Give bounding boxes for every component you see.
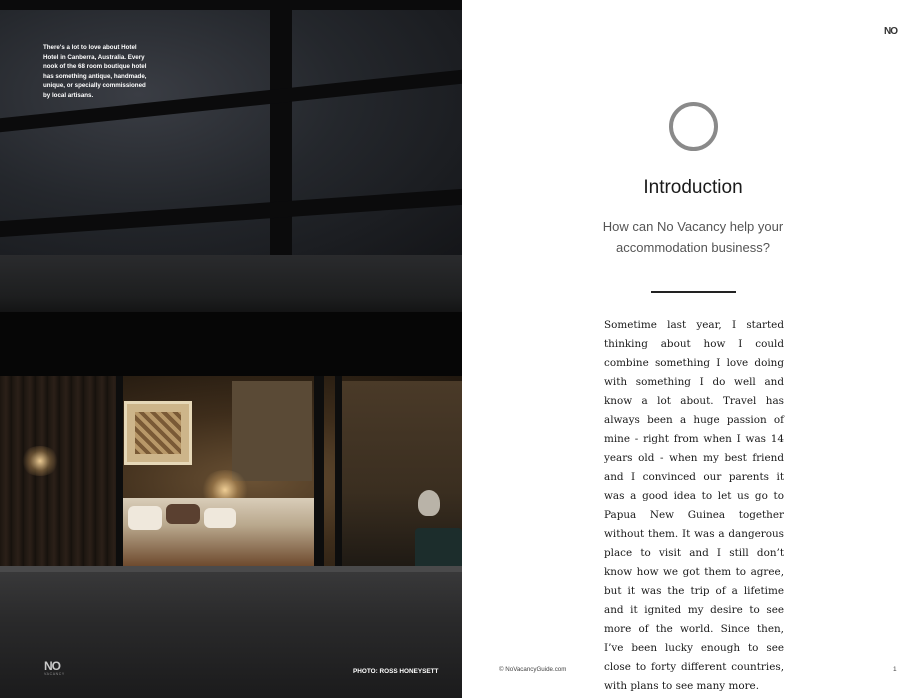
ledge-edge [0,566,462,572]
photo-caption: There's a lot to love about Hotel Hotel in Canberra, Australia. Every nook of the 68 room boutique hotel has something antique, handmade, unique, or specially commissioned by local artisans. [43,44,147,99]
divider [651,291,736,293]
armchair [415,528,462,566]
photo-credit: PHOTO: ROSS HONEYSETT [353,668,439,675]
page-title: Introduction [643,177,743,198]
vase [418,490,440,516]
window-mullion [335,376,342,566]
footer-copyright: © NoVacancyGuide.com [499,666,567,673]
concrete-beam [0,255,462,315]
pillow [166,504,200,524]
lamp-glow [20,446,60,476]
body-paragraph: Sometime last year, I started thinking about how I could combine something I love doing with something I do well and know a lot about. Travel has always been a huge passion of mine - right from when I was 14 years old - when my best friend and I convinced our parents it was a good idea to let us go to Papua New Guinea together without them. It was a dangerous place to visit and I still don’t know how we got them to agree, but it was the trip of a lifetime and it ignited my desire to see more of the world. Since then, I’ve been lucky enough to see close to forty different countries, with plans to see many more. [604,319,784,692]
no-vacancy-logo: NO [884,26,897,37]
concrete-ledge [0,566,462,698]
page-subtitle: How can No Vacancy help your accommodation business? [602,219,784,255]
wall-panel [232,381,312,481]
framed-artwork [124,401,192,465]
introduction-page [462,0,924,698]
pillow [204,508,236,528]
page-number: 1 [893,666,897,673]
pillow [128,506,162,530]
window-mullion [314,376,324,566]
circle-outline-icon [669,102,718,151]
window-mullion [116,376,123,566]
dark-band [0,312,462,376]
window-frame [270,0,292,260]
curtain [0,376,118,566]
window-frame [0,0,462,10]
no-vacancy-logo: NO [44,659,60,673]
no-vacancy-logo-subtext: VACANCY [44,672,65,676]
